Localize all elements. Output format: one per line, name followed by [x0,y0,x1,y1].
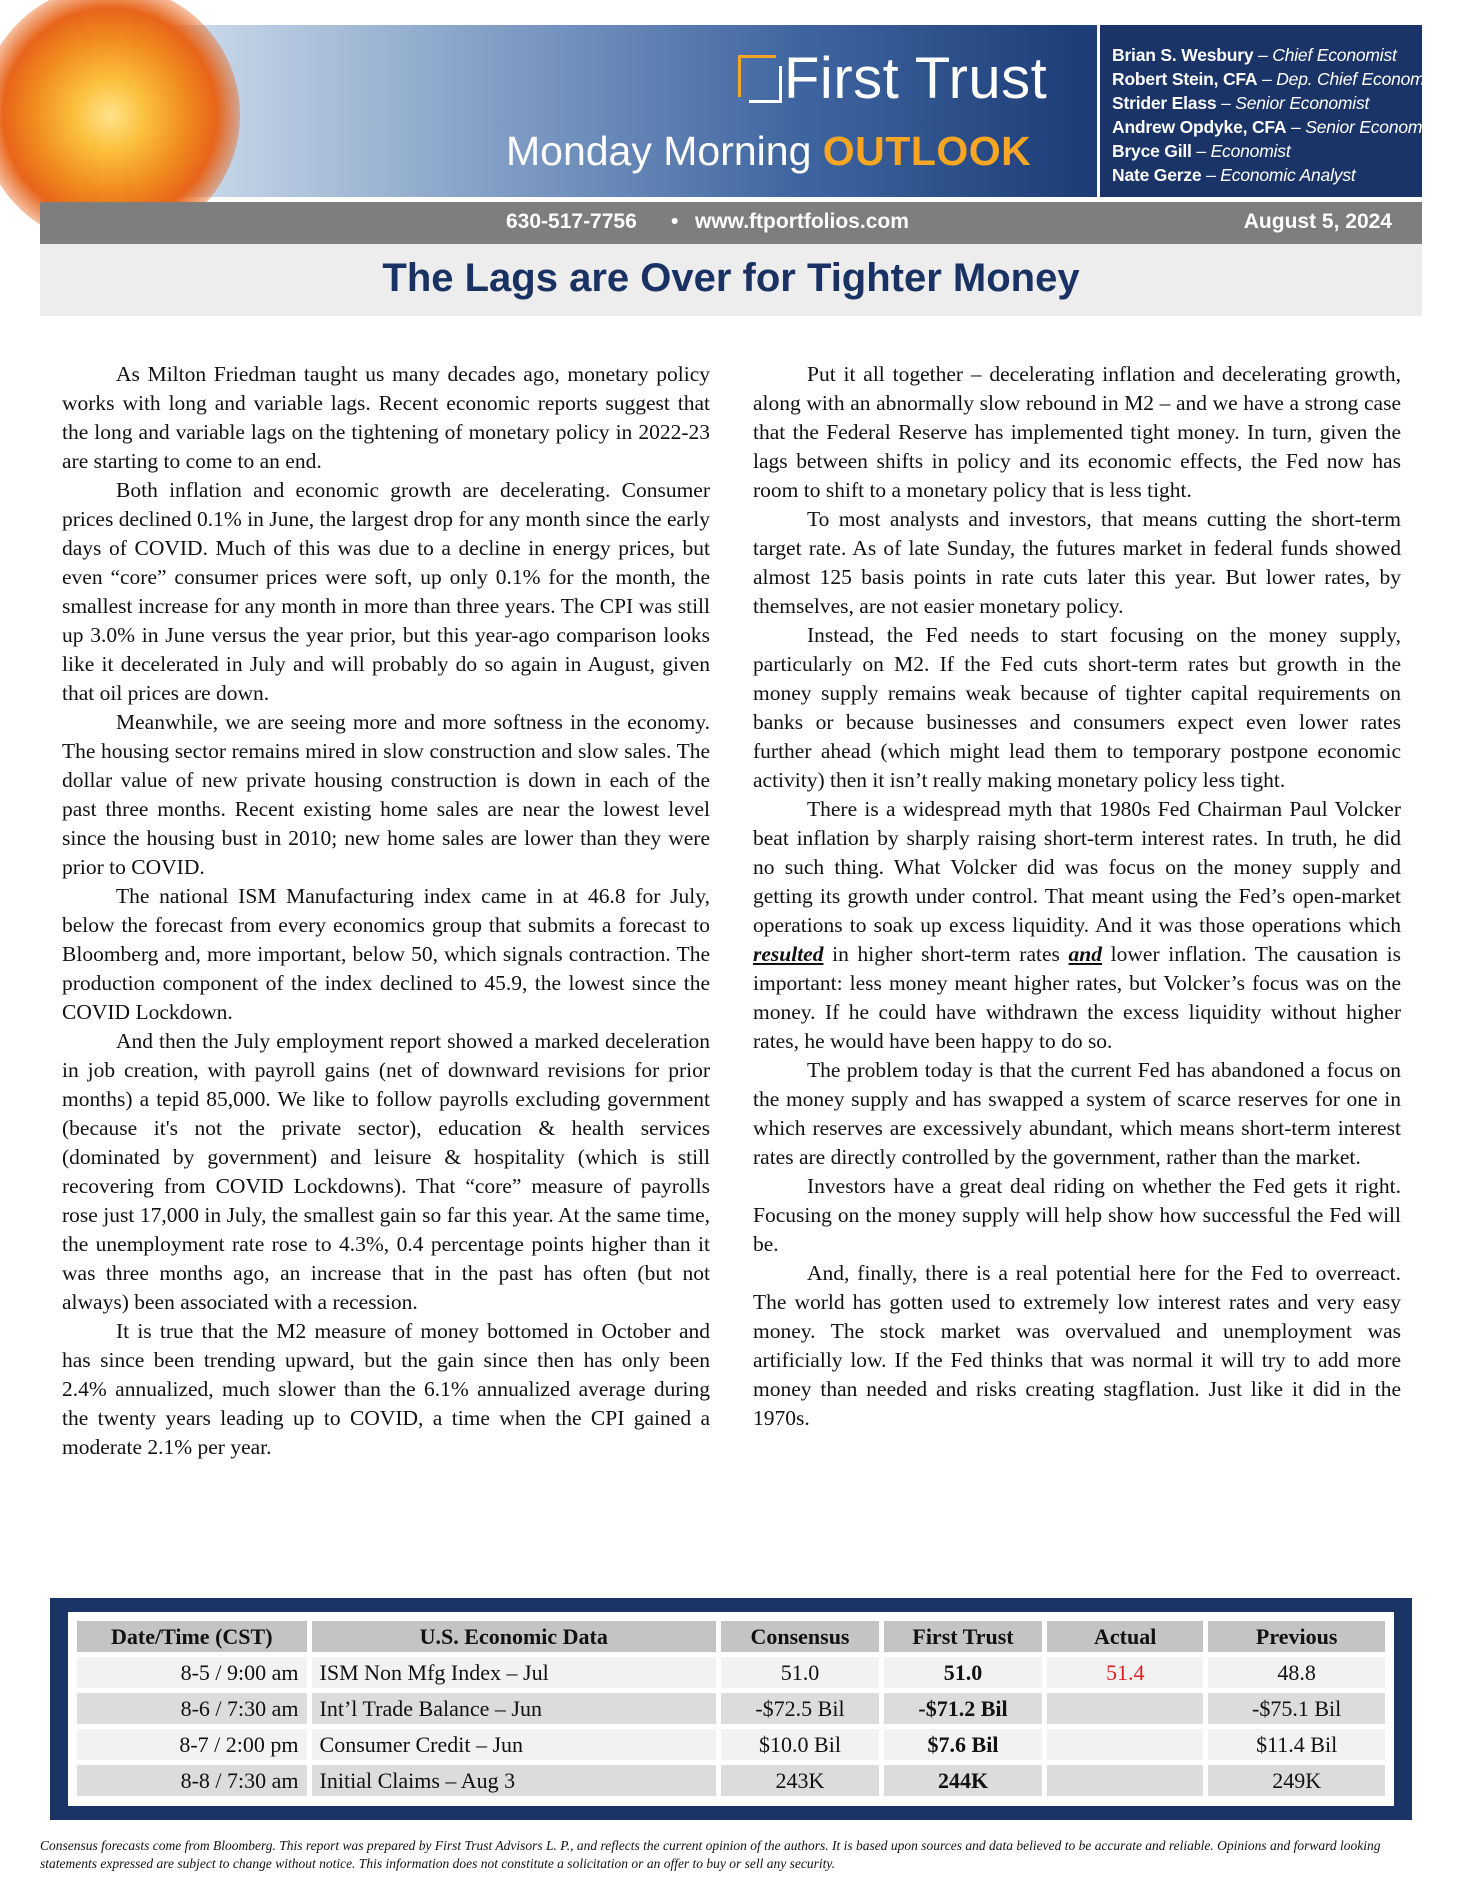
cell-consensus: 51.0 [721,1657,879,1688]
cell-datetime: 8-8 / 7:30 am [77,1765,307,1796]
staff-row [1112,67,1442,91]
article-right-column [753,360,1401,1433]
paragraph: Put it all together – decelerating inflation and decelerating growth, along with an abnormally slow rebound in M2 – and we have a strong case that the Federal Reserve has implemented tight money. In turn, given the lags between shifts in policy and its economic effects, the Fed now has room to shift to a monetary policy that is less tight. [753,362,1401,502]
cell-actual [1047,1693,1203,1724]
first-trust-logo [730,45,1070,113]
cell-datetime: 8-7 / 2:00 pm [77,1729,307,1760]
cell-datetime: 8-5 / 9:00 am [77,1657,307,1688]
logo-square-icon [738,55,776,97]
article-title: The Lags are Over for Tighter Money [382,256,1080,300]
cell-previous: 249K [1208,1765,1385,1796]
staff-title: Chief Economist [1272,45,1397,65]
paragraph: Instead, the Fed needs to start focusing on the money supply, particularly on M2. If the Fed cuts short-term rates but growth in the money supply remains weak because of tighter capital requirements on banks or because businesses and consumers expect even lower rates further ahead (which might lead them to temporary postpone economic activity) then it isn’t really making monetary policy less tight. [753,623,1401,792]
paragraph-text: There is a widespread myth that 1980s Fed Chairman Paul Volcker beat inflation by sharply raising short-term interest rates. In truth, he did no such thing. What Volcker did was focus on the money supply and getting its growth under control. That meant using the Fed’s open-market operations to soak up excess liquidity. And it was those operations which [753,797,1401,937]
header-first-trust: First Trust [884,1621,1042,1652]
table-row [77,1729,1385,1760]
paragraph: The problem today is that the current Fed has abandoned a focus on the money supply and has swapped a system of scarce reserves for one in which reserves are excessively abundant, which means short-term interest rates are directly controlled by the government, rather than the market. [753,1058,1401,1169]
staff-dash: – [1201,165,1221,185]
cell-data: Consumer Credit – Jun [312,1729,716,1760]
cell-first-trust: -$71.2 Bil [884,1693,1042,1724]
staff-list [1097,25,1442,197]
paragraph: Meanwhile, we are seeing more and more softness in the economy. The housing sector remains mired in slow construction and slow sales. The dollar value of new private housing construction is down in each of the past three months. Recent existing home sales are near the lowest level since the housing bust in 2010; new home sales are lower than they were prior to COVID. [62,710,710,879]
article-left-column [62,360,710,1462]
cell-actual [1047,1765,1203,1796]
bullet-separator: • [671,210,679,233]
staff-title: Economist [1210,141,1291,161]
footer-disclaimer: Consensus forecasts come from Bloomberg. This report was prepared by First Trust Advisors L. P., and reflects the current opinion of the authors. It is based upon sources and data believed to be accurate and reliable. Opinions and forward looking statements expressed are subject to change without notice. This information does not constitute a solicitation or an offer to buy or sell any security. [40,1838,1381,1871]
staff-row [1112,115,1440,139]
cell-consensus: 243K [721,1765,879,1796]
header-banner [40,25,1442,197]
cell-datetime: 8-6 / 7:30 am [77,1693,307,1724]
cell-consensus: -$72.5 Bil [721,1693,879,1724]
economic-data-table [72,1616,1390,1801]
header-datetime: Date/Time (CST) [77,1621,307,1652]
staff-name: Brian S. Wesbury [1112,45,1254,65]
cell-data: ISM Non Mfg Index – Jul [312,1657,716,1688]
paragraph: As Milton Friedman taught us many decades ago, monetary policy works with long and variable lags. Recent economic reports suggest that the long and variable lags on the tightening of monetary policy in 2022-23 are starting to come to an end. [62,362,710,473]
header-previous: Previous [1208,1621,1385,1652]
logo-text: First Trust [784,46,1048,111]
subtitle-monday-morning: Monday Morning [506,128,823,174]
paragraph: To most analysts and investors, that means cutting the short-term target rate. As of late Sunday, the futures market in federal funds showed almost 125 basis points in rate cuts later this year. But lower rates, by themselves, are not easier monetary policy. [753,507,1401,618]
cell-data: Initial Claims – Aug 3 [312,1765,716,1796]
cell-actual [1047,1729,1203,1760]
staff-name: Robert Stein, CFA [1112,69,1258,89]
staff-name: Strider Elass [1112,93,1217,113]
cell-actual: 51.4 [1047,1657,1203,1688]
contact-bar [40,202,1422,244]
paragraph-volcker [753,795,1401,1056]
paragraph-text: in higher short-term rates [823,942,1069,966]
cell-previous: 48.8 [1208,1657,1385,1688]
paragraph: Both inflation and economic growth are decelerating. Consumer prices declined 0.1% in June, the largest drop for any month since the early days of COVID. Much of this was due to a decline in energy prices, but even “core” consumer prices were soft, up only 0.1% for the month, the smallest increase for any month in more than three years. The CPI was still up 3.0% in June versus the year prior, but this year-ago comparison looks like it decelerated in July and will probably do so again in August, given that oil prices are down. [62,478,710,705]
cell-first-trust: $7.6 Bil [884,1729,1042,1760]
paragraph-text: lower inflation. The causation is important: less money meant higher rates, but Volcker’s focus was on the money. If he could have withdrawn the excess liquidity without higher rates, he would have been happy to do so. [753,942,1401,1053]
staff-row [1112,91,1422,115]
staff-title: Senior Economist [1305,117,1440,137]
emphasis-resulted: resulted [753,942,824,966]
header-data: U.S. Economic Data [312,1621,716,1652]
website-link[interactable]: www.ftportfolios.com [695,210,909,233]
cell-previous: -$75.1 Bil [1208,1693,1385,1724]
table-row [77,1657,1385,1688]
staff-name: Nate Gerze [1112,165,1202,185]
staff-row [1112,43,1422,67]
cell-consensus: $10.0 Bil [721,1729,879,1760]
emphasis-and: and [1068,942,1102,966]
paragraph: The national ISM Manufacturing index came in at 46.8 for July, below the forecast from every economics group that submits a forecast to Bloomberg and, more important, below 50, which signals contraction. The production component of the index declined to 45.9, the lowest since the COVID Lockdown. [62,884,710,1024]
economic-data-table-frame [50,1598,1412,1820]
paragraph: And, finally, there is a real potential here for the Fed to overreact. The world has gotten used to extremely low interest rates and very easy money. The stock market was overvalued and unemployment was artificially low. If the Fed thinks that was normal it will try to add more money than needed and risks creating stagflation. Just like it did in the 1970s. [753,1261,1401,1430]
cell-data: Int’l Trade Balance – Jun [312,1693,716,1724]
paragraph: It is true that the M2 measure of money bottomed in October and has since been trending upward, but the gain since then has only been 2.4% annualized, much slower than the 6.1% annualized average during the twenty years leading up to COVID, a time when the CPI gained a moderate 2.1% per year. [62,1319,710,1459]
publication-subtitle [506,128,1031,175]
staff-row [1112,139,1422,163]
publication-date: August 5, 2024 [1243,210,1392,233]
staff-name: Bryce Gill [1112,141,1192,161]
staff-dash: – [1257,69,1277,89]
economic-data-table-inner [68,1612,1394,1806]
staff-title: Dep. Chief Economist [1276,69,1442,89]
table-row [77,1765,1385,1796]
staff-dash: – [1286,117,1306,137]
table-header-row [77,1621,1385,1652]
staff-dash: – [1253,45,1273,65]
staff-title: Economic Analyst [1220,165,1356,185]
table-row [77,1693,1385,1724]
header-consensus: Consensus [721,1621,879,1652]
cell-first-trust: 244K [884,1765,1042,1796]
headline-band [40,244,1422,316]
cell-previous: $11.4 Bil [1208,1729,1385,1760]
paragraph: Investors have a great deal riding on whether the Fed gets it right. Focusing on the money supply will help show how successful the Fed will be. [753,1174,1401,1256]
staff-name: Andrew Opdyke, CFA [1112,117,1287,137]
cell-first-trust: 51.0 [884,1657,1042,1688]
paragraph: And then the July employment report showed a marked deceleration in job creation, with payroll gains (net of downward revisions for prior months) a tepid 85,000. We like to follow payrolls excluding government (because it's not the private sector), education & health services (dominated by government) and leisure & hospitality (which is still recovering from COVID Lockdowns). That “core” measure of payrolls rose just 17,000 in July, the smallest gain so far this year. At the same time, the unemployment rate rose to 4.3%, 0.4 percentage points higher than it was three months ago, an increase that in the past has often (but not always) been associated with a recession. [62,1029,710,1314]
staff-dash: – [1216,93,1236,113]
staff-row [1112,163,1422,187]
staff-title: Senior Economist [1235,93,1370,113]
header-actual: Actual [1047,1621,1203,1652]
phone-number: 630-517-7756 [506,210,637,233]
staff-dash: – [1191,141,1211,161]
subtitle-outlook: OUTLOOK [822,128,1032,174]
